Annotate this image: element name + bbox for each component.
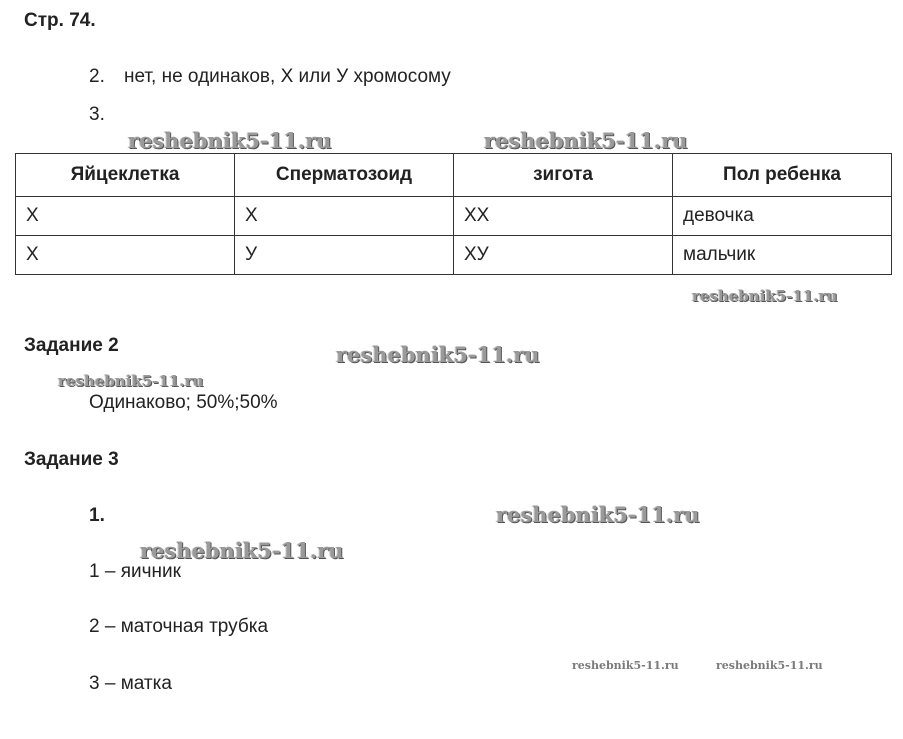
table-cell: Х (16, 236, 235, 275)
item-text: нет, не одинаков, Х или У хромосому (124, 66, 451, 87)
watermark: reshebnik5-11.ru (58, 372, 204, 390)
table-cell: девочка (673, 197, 892, 236)
column-header: Пол ребенка (673, 154, 892, 197)
table-cell: У (235, 236, 454, 275)
watermark: reshebnik5-11.ru (496, 502, 700, 527)
item-number: 2. (89, 66, 105, 87)
list-item: 3 – матка (89, 673, 172, 694)
watermark: reshebnik5-11.ru (128, 128, 332, 153)
item-number: 3. (89, 104, 105, 125)
list-item: 2 – маточная трубка (89, 616, 269, 637)
task2-heading: Задание 2 (24, 335, 119, 356)
item-number: 1. (89, 505, 105, 526)
page-title: Стр. 74. (24, 10, 96, 31)
table-cell: Х (235, 197, 454, 236)
task3-heading: Задание 3 (24, 449, 119, 470)
list-item: 1 – яичник (89, 561, 181, 582)
watermark: reshebnik5-11.ru (716, 659, 823, 672)
column-header: Яйцеклетка (16, 154, 235, 197)
watermark: reshebnik5-11.ru (572, 659, 679, 672)
watermark: reshebnik5-11.ru (484, 128, 688, 153)
table-cell: ХХ (454, 197, 673, 236)
table-cell: Х (16, 197, 235, 236)
watermark: reshebnik5-11.ru (336, 342, 540, 367)
column-header: Сперматозоид (235, 154, 454, 197)
column-header: зигота (454, 154, 673, 197)
watermark: reshebnik5-11.ru (692, 287, 838, 305)
table-row (16, 197, 892, 236)
answer-table (15, 153, 892, 275)
task2-answer: Одинаково; 50%;50% (89, 392, 278, 413)
table-cell: ХУ (454, 236, 673, 275)
table-cell: мальчик (673, 236, 892, 275)
watermark: reshebnik5-11.ru (140, 538, 344, 563)
table-header-row (16, 154, 892, 197)
table-row (16, 236, 892, 275)
